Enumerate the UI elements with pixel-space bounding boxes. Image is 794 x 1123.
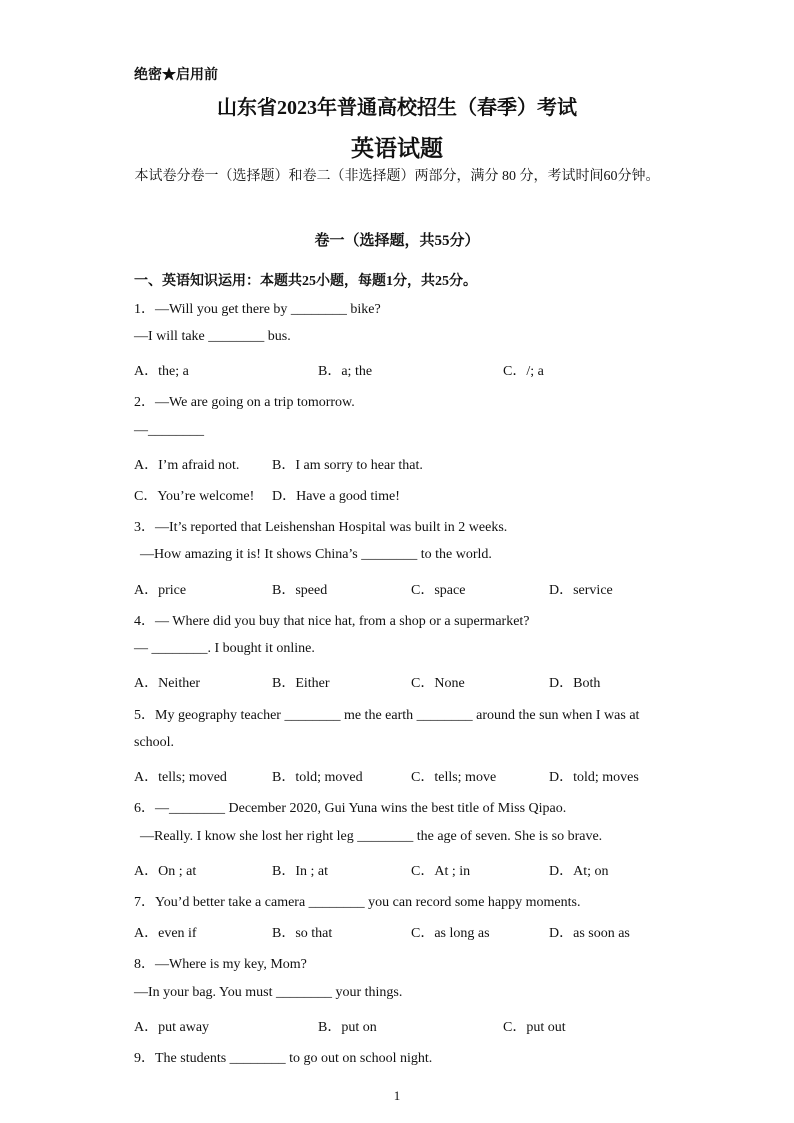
question-7-option-b: B．so that (272, 926, 333, 941)
question-8-option-c: C．put out (503, 1020, 566, 1035)
question-8-line-1: 8．—Where is my key, Mom? (134, 957, 307, 972)
section-heading: 一、英语知识运用：本题共25小题，每题1分，共25分。 (134, 274, 477, 289)
question-5-line-2: school. (134, 735, 175, 750)
question-7-option-a: A．even if (134, 926, 197, 941)
question-8-option-b: B．put on (318, 1020, 377, 1035)
exam-title: 山东省2023年普通高校招生（春季）考试 (217, 97, 577, 119)
question-4-option-c: C．None (411, 676, 465, 691)
question-6-line-1: 6．—________ December 2020, Gui Yuna wins the best title of Miss Qipao. (134, 801, 567, 816)
question-4-line-1: 4．— Where did you buy that nice hat, from a shop or a supermarket? (134, 614, 530, 629)
question-6-option-c: C．At ; in (411, 864, 471, 879)
question-5-option-c: C．tells; move (411, 770, 497, 785)
question-3-line-1: 3．—It’s reported that Leishenshan Hospital was built in 2 weeks. (134, 520, 508, 535)
question-3-option-a: A．price (134, 583, 187, 598)
question-5-option-b: B．told; moved (272, 770, 363, 785)
question-4-option-b: B．Either (272, 676, 330, 691)
volume-heading: 卷一（选择题，共55分） (314, 233, 480, 249)
question-7-option-c: C．as long as (411, 926, 490, 941)
question-6-option-d: D．At; on (549, 864, 609, 879)
question-8-option-a: A．put away (134, 1020, 210, 1035)
question-6-option-a: A．On ; at (134, 864, 197, 879)
question-6-option-b: B．In ; at (272, 864, 328, 879)
question-1-option-c: C．/; a (503, 364, 544, 379)
question-5-option-d: D．told; moves (549, 770, 639, 785)
question-4-line-2: — ________. I bought it online. (134, 641, 315, 656)
question-5-option-a: A．tells; moved (134, 770, 227, 785)
question-1-option-b: B．a; the (318, 364, 373, 379)
question-3-option-d: D．service (549, 583, 613, 598)
question-3-option-b: B．speed (272, 583, 328, 598)
question-2-line-2: —________ (134, 423, 204, 438)
question-1-option-a: A．the; a (134, 364, 189, 379)
question-2-option-d: D．Have a good time! (272, 489, 400, 504)
question-1-line-2: —I will take ________ bus. (134, 329, 291, 344)
question-7-option-d: D．as soon as (549, 926, 630, 941)
question-2-option-a: A．I’m afraid not. (134, 458, 240, 473)
question-7-line-1: 7．You’d better take a camera ________ you can record some happy moments. (134, 895, 581, 910)
question-3-line-2: —How amazing it is! It shows China’s ________ to the world. (140, 547, 492, 562)
exam-intro: 本试卷分卷一（选择题）和卷二（非选择题）两部分，满分 80 分，考试时间60分钟。 (134, 169, 660, 184)
question-1-line-1: 1．—Will you get there by ________ bike? (134, 302, 381, 317)
question-4-option-a: A．Neither (134, 676, 201, 691)
question-8-line-2: —In your bag. You must ________ your things. (134, 985, 403, 1000)
question-2-line-1: 2．—We are going on a trip tomorrow. (134, 395, 355, 410)
question-3-option-c: C．space (411, 583, 466, 598)
question-2-option-b: B．I am sorry to hear that. (272, 458, 423, 473)
page-number: 1 (393, 1088, 401, 1103)
question-9-line-1: 9．The students ________ to go out on school night. (134, 1051, 433, 1066)
secret-mark: 绝密★启用前 (134, 68, 218, 83)
question-5-line-1: 5．My geography teacher ________ me the earth ________ around the sun when I was at (134, 708, 640, 723)
question-2-option-c: C．You’re welcome! (134, 489, 255, 504)
question-4-option-d: D．Both (549, 676, 601, 691)
question-6-line-2: —Really. I know she lost her right leg ________ the age of seven. She is so brave. (140, 829, 603, 844)
paper-title: 英语试题 (351, 136, 443, 161)
